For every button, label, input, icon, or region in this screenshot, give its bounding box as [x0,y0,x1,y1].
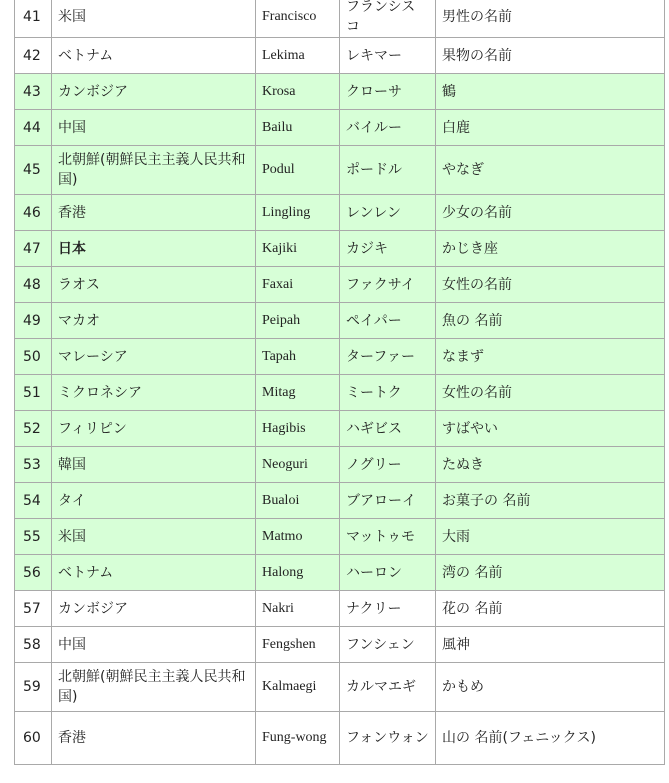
country-cell: 日本 [52,231,256,267]
table-row [15,519,665,555]
meaning-cell: お菓子の 名前 [436,483,665,519]
table-row [15,231,665,267]
kana-cell: クローサ [340,74,436,110]
country-cell: 北朝鮮(朝鮮民主主義人民共和国) [52,146,256,195]
name-cell: Bailu [256,110,340,146]
name-cell: Fengshen [256,627,340,663]
meaning-cell: 湾の 名前 [436,555,665,591]
number-cell: 59 [15,663,52,712]
country-cell: 米国 [52,0,256,38]
country-cell: 米国 [52,519,256,555]
kana-cell: レンレン [340,195,436,231]
number-cell: 50 [15,339,52,375]
number-cell: 48 [15,267,52,303]
name-cell: Bualoi [256,483,340,519]
typhoon-name-table-container [14,0,664,765]
name-cell: Hagibis [256,411,340,447]
meaning-cell: かもめ [436,663,665,712]
name-cell: Podul [256,146,340,195]
table-row [15,483,665,519]
number-cell: 41 [15,0,52,38]
country-cell: ラオス [52,267,256,303]
number-cell: 53 [15,447,52,483]
kana-cell: ブアローイ [340,483,436,519]
country-cell: フィリピン [52,411,256,447]
table-row [15,339,665,375]
name-cell: Mitag [256,375,340,411]
country-cell: マカオ [52,303,256,339]
kana-cell: ノグリー [340,447,436,483]
name-cell: Nakri [256,591,340,627]
table-row [15,110,665,146]
kana-cell: ポードル [340,146,436,195]
name-cell: Peipah [256,303,340,339]
kana-cell: ファクサイ [340,267,436,303]
table-row [15,591,665,627]
meaning-cell: 女性の名前 [436,267,665,303]
name-cell: Kajiki [256,231,340,267]
name-cell: Matmo [256,519,340,555]
name-cell: Francisco [256,0,340,38]
number-cell: 42 [15,38,52,74]
number-cell: 54 [15,483,52,519]
meaning-cell: 山の 名前(フェニックス) [436,712,665,765]
meaning-cell: 女性の名前 [436,375,665,411]
country-cell: カンボジア [52,74,256,110]
name-cell: Lingling [256,195,340,231]
name-cell: Krosa [256,74,340,110]
table-row [15,712,665,765]
kana-cell: フォンウォン [340,712,436,765]
country-cell: 香港 [52,712,256,765]
country-cell: ベトナム [52,555,256,591]
number-cell: 51 [15,375,52,411]
kana-cell: ハギビス [340,411,436,447]
country-cell: ミクロネシア [52,375,256,411]
country-cell: ベトナム [52,38,256,74]
meaning-cell: 男性の名前 [436,0,665,38]
number-cell: 60 [15,712,52,765]
kana-cell: ターファー [340,339,436,375]
table-row [15,627,665,663]
number-cell: 47 [15,231,52,267]
number-cell: 43 [15,74,52,110]
table-body [15,0,665,765]
kana-cell: フンシェン [340,627,436,663]
meaning-cell: なまず [436,339,665,375]
meaning-cell: たぬき [436,447,665,483]
kana-cell: ペイパー [340,303,436,339]
number-cell: 56 [15,555,52,591]
number-cell: 45 [15,146,52,195]
table-row [15,555,665,591]
kana-cell: ハーロン [340,555,436,591]
country-cell: 韓国 [52,447,256,483]
table-row [15,74,665,110]
table-row [15,375,665,411]
country-cell: 香港 [52,195,256,231]
meaning-cell: やなぎ [436,146,665,195]
table-row [15,146,665,195]
table-row [15,663,665,712]
kana-cell: カジキ [340,231,436,267]
table-row [15,411,665,447]
kana-cell: ミートク [340,375,436,411]
country-cell: 中国 [52,110,256,146]
name-cell: Fung-wong [256,712,340,765]
meaning-cell: 果物の名前 [436,38,665,74]
kana-cell: フランシスコ [340,0,436,38]
meaning-cell: 魚の 名前 [436,303,665,339]
name-cell: Tapah [256,339,340,375]
table-row [15,303,665,339]
number-cell: 58 [15,627,52,663]
meaning-cell: 少女の名前 [436,195,665,231]
name-cell: Kalmaegi [256,663,340,712]
meaning-cell: すばやい [436,411,665,447]
kana-cell: マットゥモ [340,519,436,555]
table-row [15,195,665,231]
meaning-cell: 花の 名前 [436,591,665,627]
name-cell: Neoguri [256,447,340,483]
country-cell: マレーシア [52,339,256,375]
kana-cell: バイルー [340,110,436,146]
meaning-cell: 風神 [436,627,665,663]
name-cell: Lekima [256,38,340,74]
country-cell: 中国 [52,627,256,663]
meaning-cell: 大雨 [436,519,665,555]
table-row [15,447,665,483]
typhoon-name-table [14,0,665,765]
number-cell: 49 [15,303,52,339]
kana-cell: レキマー [340,38,436,74]
kana-cell: カルマエギ [340,663,436,712]
country-cell: 北朝鮮(朝鮮民主主義人民共和国) [52,663,256,712]
meaning-cell: かじき座 [436,231,665,267]
table-row [15,38,665,74]
meaning-cell: 鶴 [436,74,665,110]
meaning-cell: 白鹿 [436,110,665,146]
number-cell: 52 [15,411,52,447]
country-cell: カンボジア [52,591,256,627]
table-row [15,267,665,303]
name-cell: Faxai [256,267,340,303]
kana-cell: ナクリー [340,591,436,627]
number-cell: 44 [15,110,52,146]
number-cell: 55 [15,519,52,555]
name-cell: Halong [256,555,340,591]
number-cell: 46 [15,195,52,231]
country-cell: タイ [52,483,256,519]
number-cell: 57 [15,591,52,627]
table-row [15,0,665,38]
